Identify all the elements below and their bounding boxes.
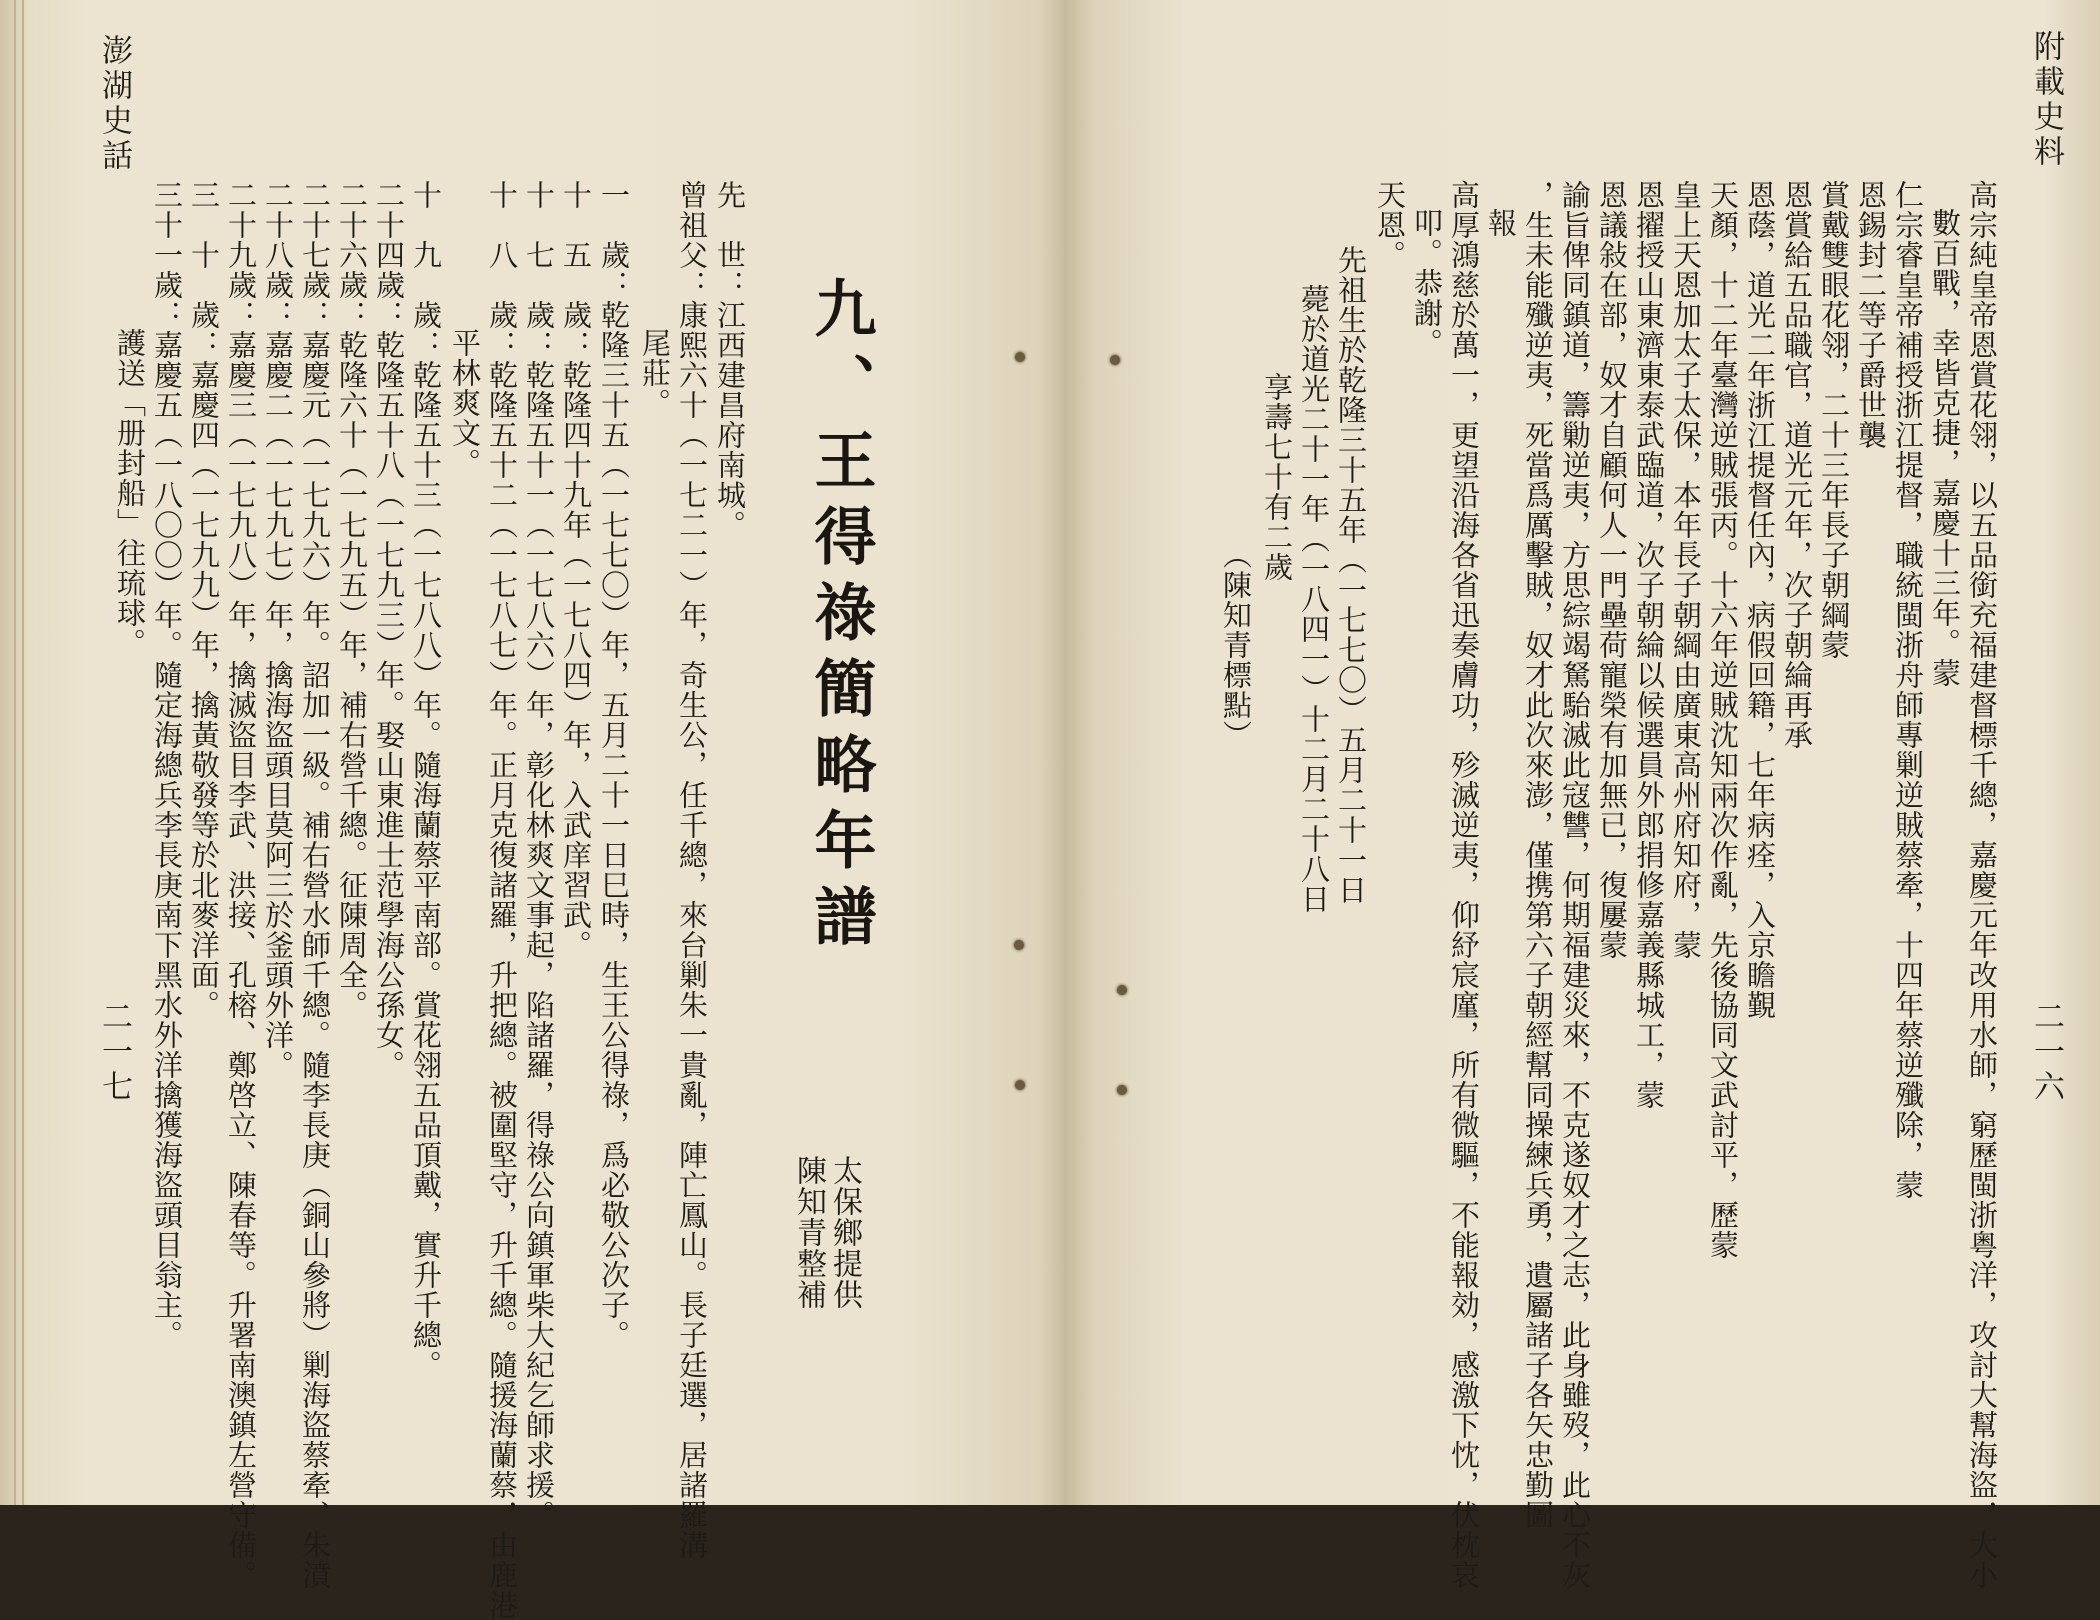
memorial-line: 叩。恭謝。: [1410, 208, 1444, 358]
binding-hole: [1014, 940, 1024, 950]
binding-hole: [1015, 1080, 1025, 1090]
page-edge-line: [14, 0, 16, 1505]
memorial-line: 報: [1484, 208, 1518, 238]
chronology-line: 尾莊。: [638, 328, 672, 418]
memorial-line: 諭旨俾同鎮道，籌勦逆夷，方思綜竭駑駘滅此寇讐，何期福建災來，不克遂奴才之志，此身雖歿，此心不灰: [1558, 180, 1592, 1590]
chronology-line: 二十八歲：嘉慶二（一七九七）年，擒海盜頭目莫阿三於釜頭外洋。: [261, 180, 295, 1080]
binding-hole: [1117, 1085, 1127, 1095]
footer-book-title: 澎湖史話: [96, 34, 132, 174]
memorial-line: 仁宗睿皇帝補授浙江提督，職統閩浙舟師專剿逆賊蔡牽，十四年蔡逆殲除，蒙: [1891, 180, 1925, 1200]
memorial-line: 賞戴雙眼花翎，二十三年長子朝綱蒙: [1817, 180, 1851, 660]
chronology-line: 護送「册封船」往琉球。: [113, 328, 147, 658]
memorial-line: 皇上天恩加太子太保，本年長子朝綱由廣東高州府知府，蒙: [1669, 180, 1703, 960]
binding-hole: [1015, 352, 1025, 362]
memorial-line: 天顏，十二年臺灣逆賊張丙。十六年逆賊沈知兩次作亂，先後協同文武討平，歷蒙: [1706, 180, 1740, 1260]
memorial-line: 恩錫封二等子爵世襲: [1854, 180, 1888, 450]
chronology-line: 曾祖父：康熙六十（一七二一）年，奇生公，任千總，來台剿朱一貴亂，陣亡鳳山。長子廷選，居諸羅溝: [675, 180, 709, 1560]
memorial-line: 先祖生於乾隆三十五年（一七七〇）五月二十一日: [1334, 245, 1368, 905]
memorial-line: ，生未能殲逆夷，死當爲厲擊賊，奴才此次來澎，僅携第六子朝經幫同操練兵勇，遺屬諸子各矢忠勤圖: [1521, 180, 1555, 1530]
chronology-line: 十 八 歲：乾隆五十二（一七八七）年。正月克復諸羅，升把總。被圍堅守，升千總。隨援海蘭蔡，由鹿港: [485, 180, 519, 1620]
chronology-line: 平林爽文。: [448, 328, 482, 478]
page-edge-line: [22, 0, 24, 1505]
chronology-line: 二十六歲：乾隆六十（一七九五）年，補右營千總。征陳周全。: [335, 180, 369, 1020]
contributor-line: 太保鄉提供: [827, 1155, 862, 1310]
chronology-line: 三十一歲：嘉慶五（一八〇〇）年。隨定海總兵李長庚南下黑水外洋擒獲海盜頭目翁主。: [150, 180, 184, 1350]
chronology-line: 三 十 歲：嘉慶四（一七九九）年，擒黃敬發等於北麥洋面。: [187, 180, 221, 1020]
chronology-line: 十 五 歲：乾隆四十九年（一七八四）年，入武庠習武。: [559, 180, 593, 960]
chronology-line: 二十七歲：嘉慶元（一七九六）年。詔加一級。補右營水師千總。隨李長庚（銅山參將）剿海盜蔡牽、朱濆: [298, 180, 332, 1590]
memorial-line: 恩議敍在部，奴才自顧何人一門壘荷寵榮有加無已，復屢蒙: [1595, 180, 1629, 960]
page-number-right: 二一六: [2028, 1000, 2064, 1105]
memorial-line: 恩蔭，道光二年浙江提督任內，病假回籍，七年病痊，入京瞻覲: [1743, 180, 1777, 1020]
chronology-line: 二十九歲：嘉慶三（一七九八）年，擒滅盜目李武、洪接、孔榕、鄭啓立、陳春等。升署南澳鎮左營守備。: [224, 180, 258, 1590]
memorial-line: 享壽七十有二歲: [1260, 372, 1294, 582]
chronology-line: 二十四歲：乾隆五十八（一七九三）年。娶山東進士范學海公孫女。: [372, 180, 406, 1080]
memorial-line: 恩擢授山東濟東泰武臨道，次子朝綸以候選員外郎捐修嘉義縣城工，蒙: [1632, 180, 1666, 1110]
binding-hole: [1117, 985, 1127, 995]
binding-hole: [1110, 355, 1120, 365]
memorial-line: 高厚鴻慈於萬一，更望沿海各省迅奏膚功，殄滅逆夷，仰紓宸廑，所有微驅，不能報効，感激下忱，伏枕哀: [1447, 180, 1481, 1590]
memorial-line: 高宗純皇帝恩賞花翎，以五品銜充福建督標千總，嘉慶元年改用水師，窮歷閩浙粤洋，攻討大幫海盜，大小: [1965, 180, 1999, 1590]
chronology-line: 一 歲：乾隆三十五（一七七〇）年，五月二十一日巳時，生王公得祿，爲必敬公次子。: [597, 180, 631, 1350]
contributor-line: 陳知青整補: [791, 1155, 826, 1310]
chapter-title: 九、王得祿簡略年譜: [804, 276, 877, 960]
page-number-left: 二一七: [96, 1000, 132, 1105]
right-page: [1064, 0, 2100, 1590]
chronology-line: 十 九 歲：乾隆五十三（一七八八）年。隨海蘭蔡平南部。賞花翎五品頂戴，實升千總。: [409, 180, 443, 1380]
memorial-line: 天恩。: [1373, 180, 1407, 270]
section-header-title: 附載史料: [2028, 30, 2064, 170]
memorial-line: 薨於道光二十一年（一八四一）十二月二十八日: [1297, 284, 1331, 914]
memorial-line: 恩賞給五品職官，道光元年，次子朝綸再承: [1780, 180, 1814, 750]
memorial-line: 數百戰，幸皆克捷，嘉慶十三年。蒙: [1928, 208, 1962, 688]
chronology-line: 先 世：江西建昌府南城。: [713, 180, 747, 540]
chronology-line: 十 七 歲：乾隆五十一（一七八六）年，彰化林爽文事起，陷諸羅，得祿公向鎮軍柴大紀乞師求援。: [522, 180, 556, 1530]
memorial-line: （陳知青標點）: [1219, 540, 1253, 750]
